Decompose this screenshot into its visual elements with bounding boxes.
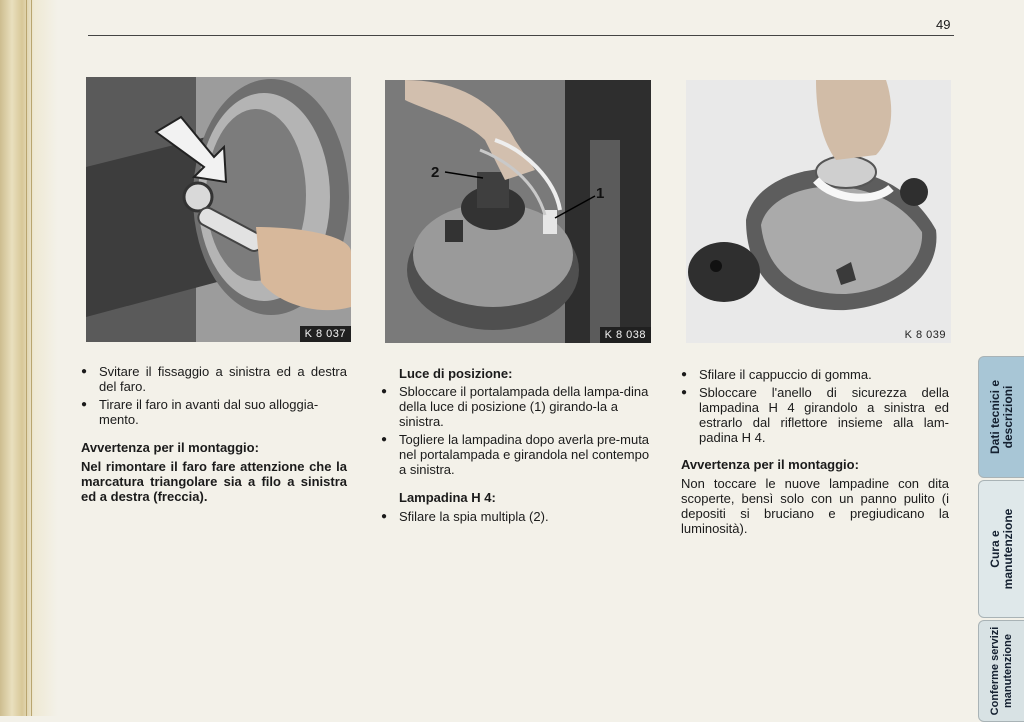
tab-technical-data[interactable] [978, 356, 1024, 478]
instruction-bullet: ● Sfilare il cappuccio di gomma. [681, 367, 949, 382]
instruction-bullet: ● Svitare il fissaggio a sinistra ed a destra del faro. [81, 364, 347, 394]
photo-parking-light [385, 80, 651, 343]
photo-headlamp-fixing-drawing [86, 77, 351, 342]
spine-fold-line [31, 0, 32, 716]
mounting-note-text: Non toccare le nuove lampadine con dita scoperte, bensì solo con un panno pulito (i depositi si bruciano e pregiudicano la luminosità). [681, 476, 949, 536]
instruction-bullet: ● Sbloccare l'anello di sicurezza della lampadina H 4 girandolo a sinistra ed estrarlo dal riflettore insieme alla lam-padina H 4. [681, 385, 949, 445]
section-tabs [978, 356, 1024, 716]
photo-code-label: K 8 038 [600, 327, 651, 343]
header-rule [88, 35, 954, 36]
photo-h4-bulb-drawing [686, 80, 951, 343]
mounting-note-heading: Avvertenza per il montaggio: [681, 457, 859, 472]
column-3 [681, 367, 949, 536]
instruction-bullet: ● Sfilare la spia multipla (2). [381, 509, 651, 524]
instruction-bullet: ● Tirare il faro in avanti dal suo alloggia-mento. [81, 397, 347, 427]
tab-service-confirmations[interactable] [978, 620, 1024, 722]
tab-label: Dati tecnici e descrizioni [988, 379, 1015, 455]
instruction-bullet: ● Togliere la lampadina dopo averla pre-muta nel portalampada e girandola nel contempo a sinistra. [381, 432, 651, 477]
photo-h4-bulb [686, 80, 951, 343]
tab-maintenance[interactable] [978, 480, 1024, 618]
tab-label: Conferme servizi manutenzione [989, 626, 1014, 716]
h4-bulb-heading: Lampadina H 4: [399, 490, 496, 505]
column-1 [81, 364, 347, 504]
column-2 [381, 366, 651, 524]
photo-headlamp-fixing [86, 77, 351, 342]
tab-label: Cura e manutenzione [988, 508, 1015, 590]
instruction-bullet: ● Sbloccare il portalampada della lampa-dina della luce di posizione (1) girando-la a sinistra. [381, 384, 651, 429]
callout-2: 2 [431, 164, 440, 181]
photo-code-label: K 8 039 [900, 327, 951, 343]
parking-light-heading: Luce di posizione: [399, 366, 513, 381]
page-number: 49 [936, 17, 951, 32]
book-spine [0, 0, 58, 716]
spine-fold-line [26, 0, 27, 716]
photo-parking-light-drawing [385, 80, 651, 343]
photo-code-label: K 8 037 [300, 326, 351, 342]
mounting-note-text: Nel rimontare il faro fare attenzione che la marcatura triangolare sia a filo a sinistra ed a destra (freccia). [81, 459, 347, 504]
callout-1: 1 [596, 185, 605, 202]
mounting-note-heading: Avvertenza per il montaggio: [81, 440, 259, 455]
